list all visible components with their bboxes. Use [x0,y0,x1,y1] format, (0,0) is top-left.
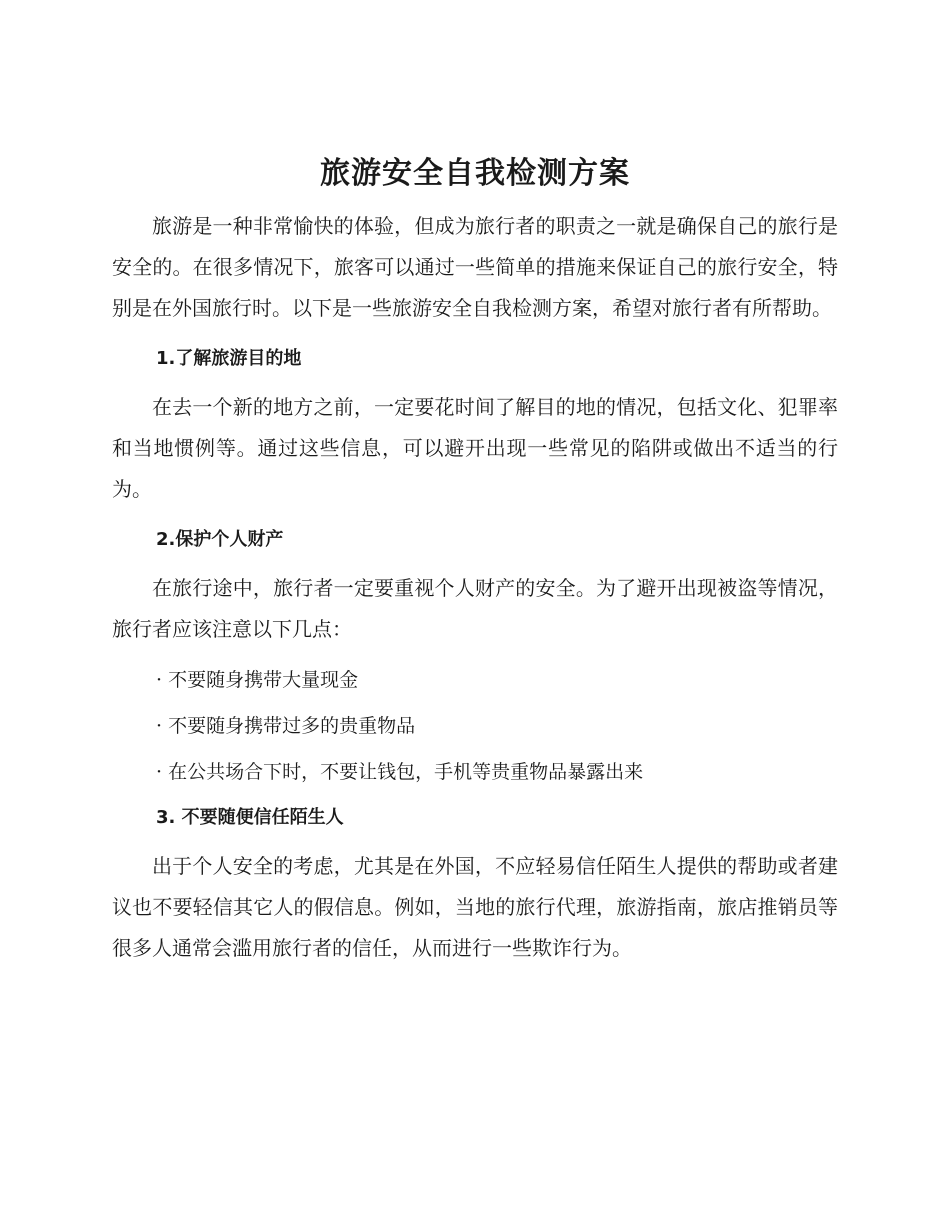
bullet-item-cash: · 不要随身携带大量现金 [156,669,359,691]
section-body-property: 在旅行途中，旅行者一定要重视个人财产的安全。为了避开出现被盗等情况，旅行者应该注意以下几点： [112,576,838,641]
document-title: 旅游安全自我检测方案 [320,156,630,191]
section-body-strangers: 出于个人安全的考虑，尤其是在外国，不应轻易信任陌生人提供的帮助或者建议也不要轻信其它人的假信息。例如，当地的旅行代理，旅游指南，旅店推销员等很多人通常会滥用旅行者的信任，从而进行一些欺诈行为。 [112,854,838,960]
section-heading-property: 2.保护个人财产 [156,529,284,550]
section-heading-destination: 1.了解旅游目的地 [156,348,302,369]
section-heading-strangers: 3. 不要随便信任陌生人 [156,807,344,828]
section-body-destination: 在去一个新的地方之前，一定要花时间了解目的地的情况，包括文化、犯罪率和当地惯例等。通过这些信息，可以避开出现一些常见的陷阱或做出不适当的行为。 [112,395,838,501]
bullet-item-valuables: · 不要随身携带过多的贵重物品 [156,715,416,737]
bullet-item-public-exposure: · 在公共场合下时，不要让钱包，手机等贵重物品暴露出来 [156,761,644,783]
intro-paragraph: 旅游是一种非常愉快的体验，但成为旅行者的职责之一就是确保自己的旅行是安全的。在很多情况下，旅客可以通过一些简单的措施来保证自己的旅行安全，特别是在外国旅行时。以下是一些旅游安全自我检测方案，希望对旅行者有所帮助。 [112,214,838,320]
